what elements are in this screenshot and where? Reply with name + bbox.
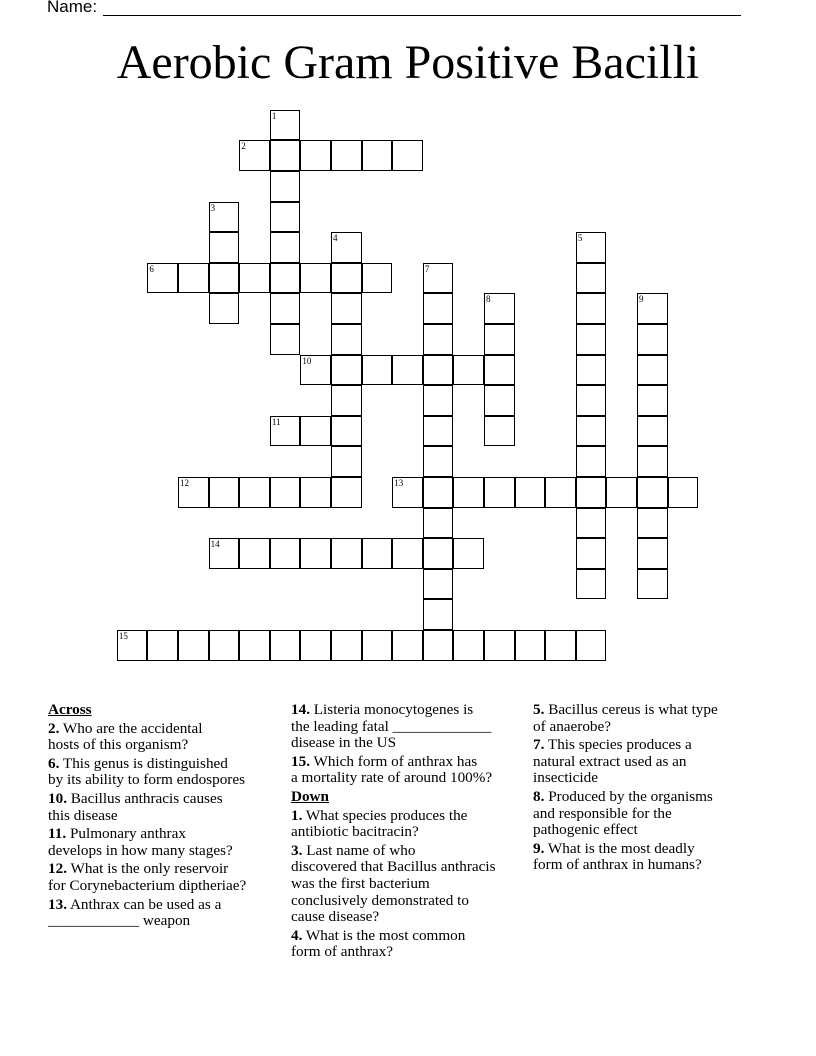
grid-cell[interactable] <box>576 263 607 294</box>
clue-number: 4 <box>333 233 338 244</box>
clue-item-number: 9. <box>533 839 545 857</box>
clue-item <box>48 756 280 789</box>
grid-cell[interactable] <box>331 232 362 263</box>
grid-cell[interactable] <box>423 538 454 569</box>
clue-item-text: Who are the accidental hosts of this organism? <box>48 719 203 754</box>
grid-cell[interactable] <box>545 477 576 508</box>
clue-item-text: Listeria monocytogenes is the leading fatal _____________ disease in the US <box>291 701 492 752</box>
clue-number: 1 <box>271 110 277 121</box>
clue-number: 7 <box>424 263 430 274</box>
grid-cell[interactable] <box>331 538 362 569</box>
across-heading: Across <box>48 701 92 718</box>
clue-item-text: Bacillus anthracis causes this disease <box>48 789 223 824</box>
grid-cell[interactable] <box>362 630 393 661</box>
grid-cell[interactable] <box>484 477 515 508</box>
clue-item <box>48 826 280 859</box>
grid-cell[interactable] <box>637 385 668 416</box>
grid-cell[interactable] <box>331 416 362 447</box>
grid-cell[interactable] <box>423 446 454 477</box>
grid-cell[interactable] <box>300 477 331 508</box>
clue-number: 6 <box>149 263 154 274</box>
grid-cell[interactable] <box>331 324 362 355</box>
grid-cell[interactable] <box>331 477 362 508</box>
grid-cell[interactable] <box>270 110 301 141</box>
clue-item <box>291 808 523 841</box>
grid-cell[interactable] <box>331 355 362 386</box>
clue-item <box>291 843 523 926</box>
clue-item-number: 6. <box>48 754 60 772</box>
grid-cell[interactable] <box>239 263 270 294</box>
grid-cell[interactable] <box>239 477 270 508</box>
grid-cell[interactable] <box>209 202 240 233</box>
grid-cell[interactable] <box>637 355 668 386</box>
clue-item-number: 1. <box>291 806 303 824</box>
grid-cell[interactable] <box>484 416 515 447</box>
grid-cell[interactable] <box>270 538 301 569</box>
grid-cell[interactable] <box>515 477 546 508</box>
grid-cell[interactable] <box>300 538 331 569</box>
grid-cell[interactable] <box>392 630 423 661</box>
clue-item <box>291 702 523 752</box>
clue-item <box>533 789 765 839</box>
grid-cell[interactable] <box>270 630 301 661</box>
clue-item-text: What is the most deadly form of anthrax in humans? <box>533 839 702 874</box>
grid-cell[interactable] <box>147 263 178 294</box>
grid-cell[interactable] <box>576 416 607 447</box>
clue-item-number: 5. <box>533 701 545 718</box>
grid-cell[interactable] <box>453 477 484 508</box>
down-heading: Down <box>291 787 329 805</box>
clue-item <box>533 841 765 874</box>
grid-cell[interactable] <box>423 324 454 355</box>
grid-cell[interactable] <box>484 324 515 355</box>
grid-cell[interactable] <box>209 263 240 294</box>
grid-cell[interactable] <box>270 202 301 233</box>
clue-item <box>533 737 765 787</box>
grid-cell[interactable] <box>576 538 607 569</box>
clue-number: 2 <box>241 141 246 152</box>
clue-item-text: Which form of anthrax has a mortality rate of around 100%? <box>291 752 493 787</box>
grid-cell[interactable] <box>637 293 668 324</box>
grid-cell[interactable] <box>606 477 637 508</box>
grid-cell[interactable] <box>331 293 362 324</box>
grid-cell[interactable] <box>147 630 178 661</box>
clue-item-number: 3. <box>291 841 303 859</box>
clue-item-number: 7. <box>533 736 545 754</box>
grid-cell[interactable] <box>423 630 454 661</box>
grid-cell[interactable] <box>423 508 454 539</box>
grid-cell[interactable] <box>178 263 209 294</box>
grid-cell[interactable] <box>423 263 454 294</box>
grid-cell[interactable] <box>209 477 240 508</box>
grid-cell[interactable] <box>637 446 668 477</box>
grid-cell[interactable] <box>300 630 331 661</box>
clue-number: 9 <box>639 294 644 305</box>
clue-number: 12 <box>180 478 189 488</box>
grid-cell[interactable] <box>637 324 668 355</box>
clue-item-number: 2. <box>48 719 60 737</box>
grid-cell[interactable] <box>484 355 515 386</box>
clue-item <box>48 897 280 930</box>
clue-item-text: What is the most common form of anthrax? <box>291 926 466 961</box>
grid-cell[interactable] <box>331 446 362 477</box>
clue-item-number: 4. <box>291 926 303 944</box>
grid-cell[interactable] <box>392 355 423 386</box>
grid-cell[interactable] <box>637 508 668 539</box>
clue-item-text: What is the only reservoir for Corynebacterium diptheriae? <box>48 860 247 894</box>
grid-cell[interactable] <box>178 477 209 508</box>
grid-cell[interactable] <box>637 569 668 600</box>
grid-cell[interactable] <box>362 140 393 171</box>
clue-item <box>48 861 280 894</box>
grid-cell[interactable] <box>576 477 607 508</box>
clue-item-text: What species produces the antibiotic bacitracin? <box>291 806 468 841</box>
clue-item <box>48 791 280 824</box>
grid-cell[interactable] <box>576 569 607 600</box>
grid-cell[interactable] <box>270 263 301 294</box>
clue-item-text: Last name of who discovered that Bacillus anthracis was the first bacterium conclusively demonstrated to cause disease? <box>291 841 496 926</box>
grid-cell[interactable] <box>423 293 454 324</box>
grid-cell[interactable] <box>392 140 423 171</box>
clue-item-number: 8. <box>533 787 545 805</box>
grid-cell[interactable] <box>423 477 454 508</box>
clue-item-number: 13. <box>48 895 67 913</box>
grid-cell[interactable] <box>576 355 607 386</box>
grid-cell[interactable] <box>423 599 454 630</box>
grid-cell[interactable] <box>576 293 607 324</box>
clue-item <box>291 928 523 961</box>
grid-cell[interactable] <box>270 232 301 263</box>
grid-cell[interactable] <box>637 416 668 447</box>
clue-item-text: Produced by the organisms and responsible for the pathogenic effect <box>533 787 713 839</box>
grid-cell[interactable] <box>423 569 454 600</box>
grid-cell[interactable] <box>545 630 576 661</box>
grid-cell[interactable] <box>576 232 607 263</box>
clue-item-number: 12. <box>48 860 67 878</box>
grid-cell[interactable] <box>576 508 607 539</box>
grid-cell[interactable] <box>515 630 546 661</box>
grid-cell[interactable] <box>270 293 301 324</box>
grid-cell[interactable] <box>423 385 454 416</box>
grid-cell[interactable] <box>453 355 484 386</box>
grid-cell[interactable] <box>178 630 209 661</box>
grid-cell[interactable] <box>362 263 393 294</box>
grid-cell[interactable] <box>239 140 270 171</box>
clues-column-3 <box>533 702 765 876</box>
grid-cell[interactable] <box>484 630 515 661</box>
grid-cell[interactable] <box>576 385 607 416</box>
clue-number: 13 <box>394 478 404 488</box>
grid-cell[interactable] <box>270 140 301 171</box>
clue-number: 11 <box>271 416 281 427</box>
grid-cell[interactable] <box>331 630 362 661</box>
clues-column-1 <box>48 702 280 932</box>
grid-cell[interactable] <box>484 293 515 324</box>
grid-cell[interactable] <box>270 477 301 508</box>
clue-item-text: This genus is distinguished by its ability to form endospores <box>48 754 245 789</box>
grid-cell[interactable] <box>484 385 515 416</box>
grid-cell[interactable] <box>392 538 423 569</box>
grid-cell[interactable] <box>576 630 607 661</box>
grid-cell[interactable] <box>270 416 301 447</box>
grid-cell[interactable] <box>209 538 240 569</box>
grid-cell[interactable] <box>423 416 454 447</box>
clue-number: 3 <box>210 202 216 213</box>
grid-cell[interactable] <box>270 324 301 355</box>
grid-cell[interactable] <box>117 630 148 661</box>
grid-cell[interactable] <box>637 538 668 569</box>
grid-cell[interactable] <box>668 477 699 508</box>
grid-cell[interactable] <box>392 477 423 508</box>
clue-item <box>48 721 280 754</box>
grid-cell[interactable] <box>576 446 607 477</box>
grid-cell[interactable] <box>239 630 270 661</box>
grid-cell[interactable] <box>209 630 240 661</box>
clue-item-number: 15. <box>291 752 310 770</box>
clue-item-number: 11. <box>48 825 67 843</box>
clue-number: 14 <box>210 539 220 550</box>
clue-item <box>291 754 523 787</box>
clue-item-text: Bacillus cereus is what type of anaerobe? <box>533 701 718 735</box>
grid-cell[interactable] <box>209 232 240 263</box>
grid-cell[interactable] <box>270 171 301 202</box>
grid-cell[interactable] <box>331 140 362 171</box>
grid-cell[interactable] <box>300 355 331 386</box>
clue-item-number: 10. <box>48 789 67 807</box>
clue-item-text: Pulmonary anthrax develops in how many stages? <box>48 825 233 859</box>
grid-cell[interactable] <box>637 477 668 508</box>
clue-item <box>533 702 765 735</box>
grid-cell[interactable] <box>453 630 484 661</box>
name-label: Name: <box>47 0 98 16</box>
clue-item-number: 14. <box>291 701 310 718</box>
clue-number: 15 <box>118 631 128 641</box>
clue-number: 10 <box>302 355 312 366</box>
grid-cell[interactable] <box>239 538 270 569</box>
grid-cell[interactable] <box>300 263 331 294</box>
grid-cell[interactable] <box>576 324 607 355</box>
clue-item-text: Anthrax can be used as a ____________ weapon <box>48 895 222 930</box>
grid-cell[interactable] <box>362 355 393 386</box>
clue-number: 5 <box>577 233 583 244</box>
page-title: Aerobic Gram Positive Bacilli <box>116 36 700 89</box>
clues-column-2 <box>291 702 523 963</box>
grid-cell[interactable] <box>331 263 362 294</box>
clue-number: 8 <box>486 294 491 305</box>
grid-cell[interactable] <box>453 538 484 569</box>
grid-cell[interactable] <box>331 385 362 416</box>
grid-cell[interactable] <box>300 140 331 171</box>
grid-cell[interactable] <box>362 538 393 569</box>
grid-cell[interactable] <box>423 355 454 386</box>
grid-cell[interactable] <box>300 416 331 447</box>
clue-item-text: This species produces a natural extract used as an insecticide <box>533 736 692 787</box>
grid-cell[interactable] <box>209 293 240 324</box>
